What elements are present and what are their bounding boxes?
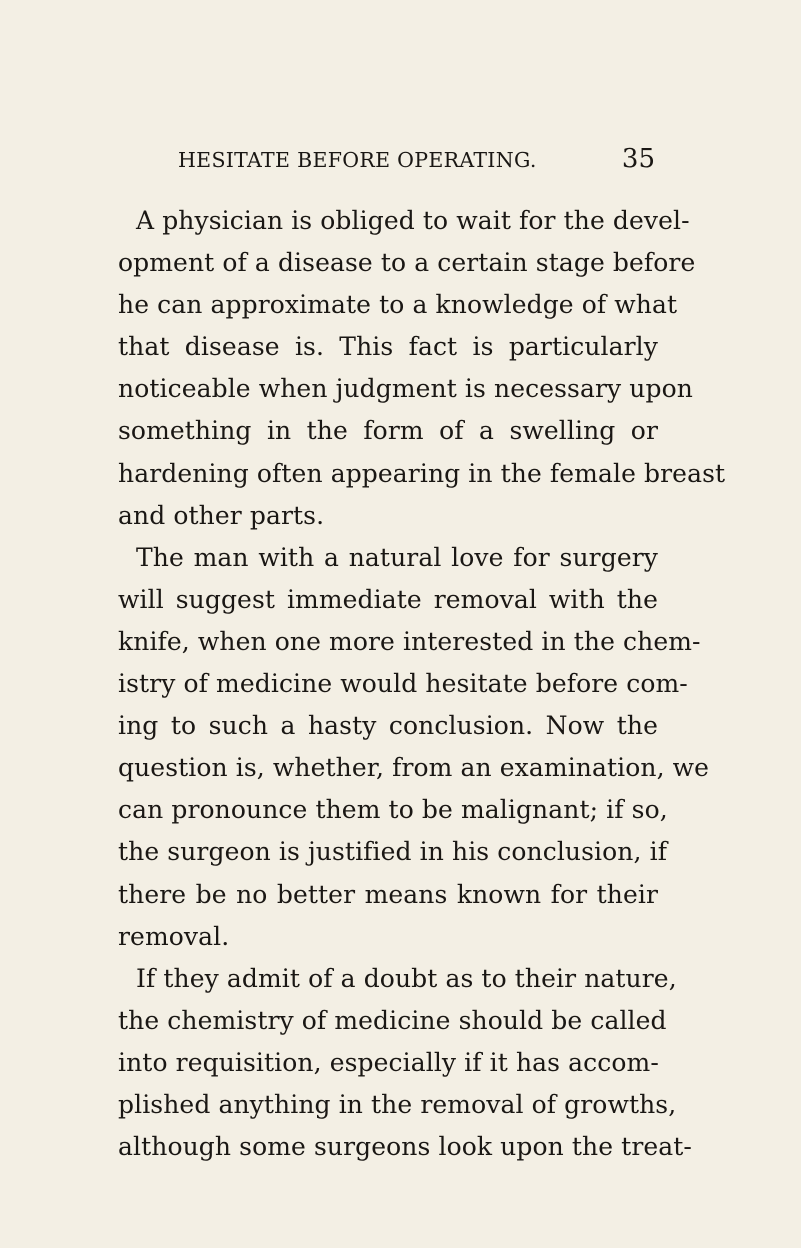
- text-line: the surgeon is justified in his conclusion, if: [118, 837, 668, 867]
- text-line: knife, when one more interested in the chem-: [118, 626, 701, 656]
- text-line: A physician is obliged to wait for the devel-: [136, 206, 690, 235]
- text-line: removal.: [118, 921, 230, 951]
- body-text: [118, 200, 726, 1168]
- text-line: into requisition, especially if it has accom-: [118, 1047, 659, 1077]
- text-line: the chemistry of medicine should be called: [118, 1005, 667, 1035]
- text-line: there be no better means known for their: [118, 879, 658, 909]
- text-line: can pronounce them to be malignant; if so,: [118, 795, 668, 825]
- text-line: noticeable when judgment is necessary upon: [118, 374, 693, 404]
- running-head: [178, 144, 655, 178]
- page-number: 35: [621, 144, 655, 174]
- text-line: hardening often appearing in the female breast: [118, 458, 726, 488]
- text-line: that disease is. This fact is particularly: [118, 332, 658, 362]
- text-line: question is, whether, from an examination, we: [118, 753, 710, 783]
- text-line: The man with a natural love for surgery: [136, 542, 658, 572]
- text-line: he can approximate to a knowledge of what: [118, 290, 678, 320]
- text-line: will suggest immediate removal with the: [118, 584, 658, 614]
- text-line: opment of a disease to a certain stage before: [118, 248, 696, 278]
- running-title: HESITATE BEFORE OPERATING.: [178, 148, 537, 172]
- text-line: although some surgeons look upon the treat-: [118, 1132, 692, 1162]
- text-line: plished anything in the removal of growths,: [118, 1089, 677, 1119]
- text-line: something in the form of a swelling or: [118, 416, 658, 446]
- text-line: and other parts.: [118, 500, 325, 530]
- text-line: ing to such a hasty conclusion. Now the: [118, 711, 658, 741]
- text-line: istry of medicine would hesitate before com-: [118, 669, 688, 699]
- text-line: If they admit of a doubt as to their nature,: [136, 963, 677, 993]
